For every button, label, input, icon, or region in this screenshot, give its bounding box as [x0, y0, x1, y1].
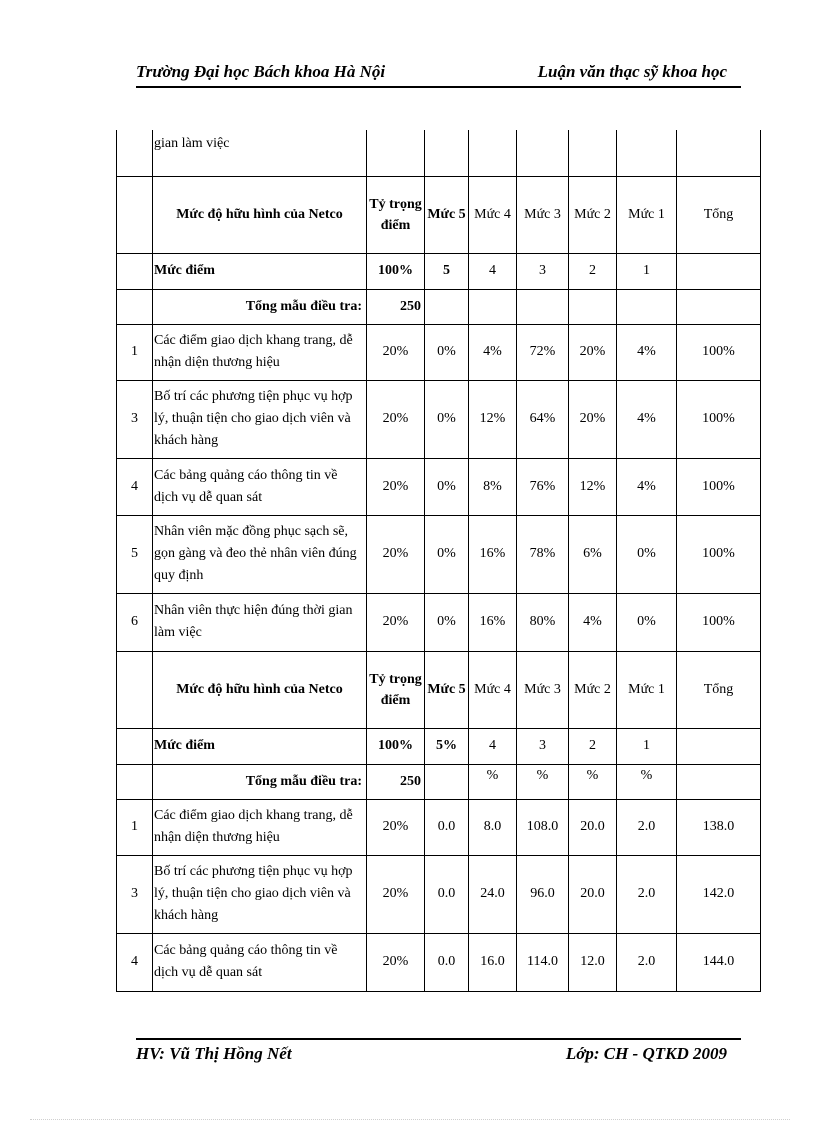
- sample-label: Tổng mẫu điều tra:: [153, 289, 367, 324]
- table-header-row: [117, 651, 761, 728]
- score-m1: 1: [617, 253, 677, 289]
- header-university: Trường Đại học Bách khoa Hà Nội: [136, 62, 386, 81]
- header-m4: Mức 4: [469, 176, 517, 253]
- header-m5: Mức 5: [425, 651, 469, 728]
- header-m1: Mức 1: [617, 176, 677, 253]
- sample-label: Tổng mẫu điều tra:: [153, 764, 367, 799]
- score-row: [117, 253, 761, 289]
- continued-text: gian làm việc: [153, 130, 367, 176]
- table-row: 3 Bố trí các phương tiện phục vụ hợp lý, thuận tiện cho giao dịch viên và khách hàng 20% 0% 12% 64% 20% 4% 100%: [117, 380, 761, 458]
- header-m1: Mức 1: [617, 651, 677, 728]
- continued-row: [117, 130, 761, 176]
- table-row: 5 Nhân viên mặc đồng phục sạch sẽ, gọn gàng và đeo thẻ nhân viên đúng quy định 20% 0% 16% 78% 6% 0% 100%: [117, 515, 761, 593]
- header-weight: Tỷ trọng điểm: [367, 176, 425, 253]
- score-m4: 4: [469, 253, 517, 289]
- score-weight: 100%: [367, 253, 425, 289]
- table-row: 3 Bố trí các phương tiện phục vụ hợp lý, thuận tiện cho giao dịch viên và khách hàng 20% 0.0 24.0 96.0 20.0 2.0 142.0: [117, 855, 761, 933]
- header-m4: Mức 4: [469, 651, 517, 728]
- header-total: Tổng: [677, 651, 761, 728]
- score-label: Mức điểm: [153, 253, 367, 289]
- header-title: Mức độ hữu hình của Netco: [153, 176, 367, 253]
- header-title: Mức độ hữu hình của Netco: [153, 651, 367, 728]
- table-row: 4 Các bảng quảng cáo thông tin về dịch vụ dễ quan sát 20% 0.0 16.0 114.0 12.0 2.0 144.0: [117, 933, 761, 991]
- score-row: Mức điểm 100% 5% 4 3 2 1: [117, 728, 761, 764]
- score-label: Mức điểm: [153, 728, 367, 764]
- score-m3: 3: [517, 253, 569, 289]
- table-row: 1 Các điểm giao dịch khang trang, dễ nhận diện thương hiệu 20% 0% 4% 72% 20% 4% 100%: [117, 324, 761, 380]
- score-m5: 5: [425, 253, 469, 289]
- footer-author: HV: Vũ Thị Hồng Nết: [136, 1044, 292, 1063]
- table-row: 1 Các điểm giao dịch khang trang, dễ nhận diện thương hiệu 20% 0.0 8.0 108.0 20.0 2.0 138.0: [117, 799, 761, 855]
- sample-value: 250: [367, 764, 425, 799]
- survey-table: [116, 130, 761, 992]
- page-header: [136, 62, 741, 88]
- table-row: 6 Nhân viên thực hiện đúng thời gian làm việc 20% 0% 16% 80% 4% 0% 100%: [117, 593, 761, 651]
- footer-class: Lớp: CH - QTKD 2009: [565, 1044, 727, 1063]
- header-m3: Mức 3: [517, 176, 569, 253]
- sample-row: Tổng mẫu điều tra: 250 % % % %: [117, 764, 761, 799]
- header-thesis-type: Luận văn thạc sỹ khoa học: [537, 62, 727, 81]
- page-footer: [136, 1038, 741, 1068]
- header-weight: Tỷ trọng điểm: [367, 651, 425, 728]
- table-header-row: [117, 176, 761, 253]
- header-total: Tổng: [677, 176, 761, 253]
- sample-row: [117, 289, 761, 324]
- sample-value: 250: [367, 289, 425, 324]
- table-row: 4 Các bảng quảng cáo thông tin về dịch vụ dễ quan sát 20% 0% 8% 76% 12% 4% 100%: [117, 458, 761, 515]
- score-m2: 2: [569, 253, 617, 289]
- header-m2: Mức 2: [569, 651, 617, 728]
- page-bottom-rule: [30, 1119, 790, 1120]
- header-m5: Mức 5: [425, 176, 469, 253]
- header-m3: Mức 3: [517, 651, 569, 728]
- header-m2: Mức 2: [569, 176, 617, 253]
